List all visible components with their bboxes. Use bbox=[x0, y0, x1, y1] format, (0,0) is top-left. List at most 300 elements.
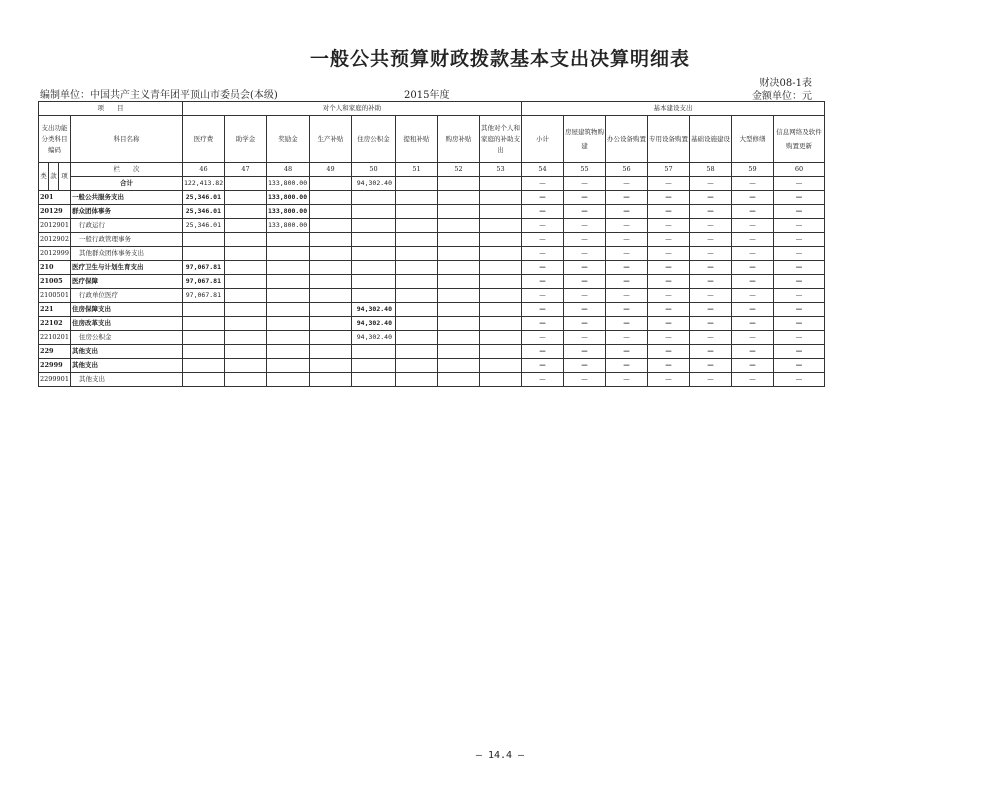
column-number: 48 bbox=[267, 163, 310, 177]
row-cell: 25,346.01 bbox=[183, 205, 225, 219]
row-cell: — bbox=[648, 331, 690, 345]
row-cell: 94,302.40 bbox=[352, 303, 396, 317]
row-cell bbox=[352, 205, 396, 219]
row-cell bbox=[267, 247, 310, 261]
row-cell bbox=[396, 275, 438, 289]
row-cell: 94,302.40 bbox=[352, 317, 396, 331]
row-cell: — bbox=[522, 205, 564, 219]
row-cell bbox=[438, 373, 480, 387]
row-cell bbox=[480, 261, 522, 275]
header-xiang: 项 bbox=[59, 163, 71, 191]
row-cell: — bbox=[606, 247, 648, 261]
header-col-6: 提租补贴 bbox=[396, 116, 438, 163]
header-col-8: 其他对个人和家庭的补助支出 bbox=[480, 116, 522, 163]
row-name: 行政单位医疗 bbox=[71, 289, 183, 303]
table-row bbox=[39, 275, 825, 289]
row-cell: — bbox=[564, 275, 606, 289]
total-row bbox=[39, 177, 825, 191]
row-cell bbox=[225, 317, 267, 331]
row-cell: — bbox=[606, 331, 648, 345]
total-cell bbox=[310, 177, 352, 191]
row-cell: — bbox=[690, 191, 732, 205]
row-cell: — bbox=[774, 345, 825, 359]
column-number: 50 bbox=[352, 163, 396, 177]
row-cell: — bbox=[648, 233, 690, 247]
row-cell: — bbox=[732, 303, 774, 317]
row-code: 22102 bbox=[39, 317, 71, 331]
row-cell bbox=[396, 331, 438, 345]
header-col-10: 房屋建筑物购建 bbox=[564, 116, 606, 163]
row-cell bbox=[480, 303, 522, 317]
column-number: 58 bbox=[690, 163, 732, 177]
row-cell: — bbox=[690, 331, 732, 345]
row-cell: 97,067.81 bbox=[183, 275, 225, 289]
row-cell: — bbox=[522, 261, 564, 275]
header-name: 科目名称 bbox=[71, 116, 183, 163]
row-cell: — bbox=[564, 191, 606, 205]
total-cell: — bbox=[606, 177, 648, 191]
row-cell: — bbox=[564, 261, 606, 275]
row-name: 其他支出 bbox=[71, 359, 183, 373]
row-cell: — bbox=[522, 191, 564, 205]
row-cell: — bbox=[690, 275, 732, 289]
total-cell: — bbox=[564, 177, 606, 191]
total-cell: 133,800.00 bbox=[267, 177, 310, 191]
row-cell bbox=[267, 303, 310, 317]
row-cell bbox=[183, 247, 225, 261]
row-cell: — bbox=[690, 303, 732, 317]
row-cell: — bbox=[648, 303, 690, 317]
column-number: 51 bbox=[396, 163, 438, 177]
row-cell: — bbox=[564, 247, 606, 261]
row-cell bbox=[225, 205, 267, 219]
header-col-5: 住房公积金 bbox=[352, 116, 396, 163]
row-cell bbox=[438, 331, 480, 345]
row-cell bbox=[183, 303, 225, 317]
row-cell: — bbox=[606, 205, 648, 219]
column-number: 49 bbox=[310, 163, 352, 177]
row-cell: — bbox=[564, 303, 606, 317]
header-col-9: 小计 bbox=[522, 116, 564, 163]
table-row bbox=[39, 331, 825, 345]
row-cell bbox=[480, 345, 522, 359]
row-cell bbox=[183, 359, 225, 373]
row-cell bbox=[267, 373, 310, 387]
row-cell: — bbox=[564, 219, 606, 233]
row-cell: — bbox=[732, 359, 774, 373]
row-cell bbox=[352, 261, 396, 275]
row-code: 20129 bbox=[39, 205, 71, 219]
row-name: 其他支出 bbox=[71, 373, 183, 387]
column-number: 54 bbox=[522, 163, 564, 177]
row-cell bbox=[438, 317, 480, 331]
row-cell bbox=[396, 247, 438, 261]
total-cell bbox=[438, 177, 480, 191]
column-number: 47 bbox=[225, 163, 267, 177]
table-row bbox=[39, 205, 825, 219]
column-number: 53 bbox=[480, 163, 522, 177]
row-cell: — bbox=[522, 331, 564, 345]
row-cell: — bbox=[522, 345, 564, 359]
table-row bbox=[39, 345, 825, 359]
total-cell bbox=[225, 177, 267, 191]
row-cell bbox=[438, 233, 480, 247]
row-cell bbox=[352, 191, 396, 205]
header-col-3: 奖励金 bbox=[267, 116, 310, 163]
header-item-group: 项 目 bbox=[39, 102, 183, 116]
row-cell: — bbox=[564, 373, 606, 387]
row-cell bbox=[480, 373, 522, 387]
row-cell: 25,346.01 bbox=[183, 219, 225, 233]
row-cell bbox=[310, 233, 352, 247]
row-cell: — bbox=[522, 233, 564, 247]
row-cell: — bbox=[732, 191, 774, 205]
row-cell bbox=[480, 359, 522, 373]
header-col-13: 基础设施建设 bbox=[690, 116, 732, 163]
row-cell: — bbox=[774, 331, 825, 345]
row-cell: 97,067.81 bbox=[183, 289, 225, 303]
total-cell: — bbox=[774, 177, 825, 191]
row-code: 221 bbox=[39, 303, 71, 317]
row-cell: — bbox=[774, 191, 825, 205]
row-cell: — bbox=[606, 219, 648, 233]
row-cell bbox=[480, 247, 522, 261]
total-cell bbox=[396, 177, 438, 191]
row-cell: — bbox=[606, 373, 648, 387]
row-cell bbox=[225, 219, 267, 233]
row-cell bbox=[310, 191, 352, 205]
row-cell bbox=[225, 191, 267, 205]
row-cell: — bbox=[732, 331, 774, 345]
row-code: 2100501 bbox=[39, 289, 71, 303]
row-name: 医疗保障 bbox=[71, 275, 183, 289]
row-cell: — bbox=[732, 275, 774, 289]
row-cell bbox=[438, 275, 480, 289]
row-cell: — bbox=[774, 373, 825, 387]
row-cell bbox=[396, 289, 438, 303]
row-cell bbox=[225, 359, 267, 373]
form-code: 财决08-1表 bbox=[759, 78, 812, 89]
row-cell bbox=[396, 373, 438, 387]
row-cell: — bbox=[774, 247, 825, 261]
header-col-12: 专用设备购置 bbox=[648, 116, 690, 163]
row-cell: — bbox=[648, 317, 690, 331]
row-cell: — bbox=[522, 219, 564, 233]
row-cell: — bbox=[774, 205, 825, 219]
row-cell bbox=[310, 345, 352, 359]
row-cell bbox=[183, 345, 225, 359]
column-number: 46 bbox=[183, 163, 225, 177]
row-name: 行政运行 bbox=[71, 219, 183, 233]
row-code: 21005 bbox=[39, 275, 71, 289]
row-cell bbox=[352, 359, 396, 373]
row-cell: 94,302.40 bbox=[352, 331, 396, 345]
header-col-4: 生产补贴 bbox=[310, 116, 352, 163]
row-cell: 133,800.00 bbox=[267, 191, 310, 205]
row-cell bbox=[396, 345, 438, 359]
header-col-11: 办公设备购置 bbox=[606, 116, 648, 163]
row-cell bbox=[396, 303, 438, 317]
column-number: 60 bbox=[774, 163, 825, 177]
row-cell bbox=[183, 233, 225, 247]
row-cell bbox=[352, 233, 396, 247]
row-name: 一般公共服务支出 bbox=[71, 191, 183, 205]
table-row bbox=[39, 191, 825, 205]
row-cell bbox=[267, 345, 310, 359]
row-cell: 133,800.00 bbox=[267, 219, 310, 233]
total-cell bbox=[480, 177, 522, 191]
row-cell: — bbox=[690, 233, 732, 247]
row-cell: — bbox=[690, 247, 732, 261]
row-cell bbox=[310, 247, 352, 261]
row-cell: — bbox=[606, 233, 648, 247]
row-cell: — bbox=[648, 289, 690, 303]
row-cell bbox=[267, 317, 310, 331]
row-code: 2210201 bbox=[39, 331, 71, 345]
row-cell bbox=[225, 303, 267, 317]
row-code: 22999 bbox=[39, 359, 71, 373]
row-cell: — bbox=[732, 219, 774, 233]
row-cell: — bbox=[732, 205, 774, 219]
row-cell: 133,800.00 bbox=[267, 205, 310, 219]
row-cell bbox=[480, 233, 522, 247]
column-number: 59 bbox=[732, 163, 774, 177]
row-cell: — bbox=[690, 261, 732, 275]
row-cell: — bbox=[564, 205, 606, 219]
row-cell bbox=[267, 289, 310, 303]
amount-unit: 金额单位：元 bbox=[752, 91, 812, 102]
fiscal-year: 2015年度 bbox=[404, 90, 450, 101]
row-cell bbox=[267, 359, 310, 373]
column-number: 52 bbox=[438, 163, 480, 177]
table-row bbox=[39, 359, 825, 373]
row-cell bbox=[480, 205, 522, 219]
row-cell bbox=[396, 359, 438, 373]
row-cell bbox=[352, 247, 396, 261]
row-cell: — bbox=[774, 359, 825, 373]
row-cell bbox=[396, 317, 438, 331]
row-cell bbox=[396, 219, 438, 233]
page-number: — 14.4 — bbox=[475, 750, 525, 761]
row-cell bbox=[267, 275, 310, 289]
row-cell: 25,346.01 bbox=[183, 191, 225, 205]
row-cell: 97,067.81 bbox=[183, 261, 225, 275]
row-code: 210 bbox=[39, 261, 71, 275]
header-lei: 类 bbox=[39, 163, 49, 191]
table-row bbox=[39, 289, 825, 303]
row-cell: — bbox=[564, 331, 606, 345]
row-code: 2012901 bbox=[39, 219, 71, 233]
header-row-groups bbox=[39, 102, 825, 116]
row-cell: — bbox=[606, 345, 648, 359]
row-cell bbox=[352, 275, 396, 289]
row-cell: — bbox=[732, 261, 774, 275]
header-group-capital: 基本建设支出 bbox=[522, 102, 825, 116]
header-kuan: 款 bbox=[49, 163, 59, 191]
row-cell bbox=[183, 331, 225, 345]
row-name: 其他支出 bbox=[71, 345, 183, 359]
row-cell bbox=[480, 191, 522, 205]
row-cell bbox=[310, 219, 352, 233]
row-cell: — bbox=[690, 289, 732, 303]
row-cell: — bbox=[774, 233, 825, 247]
row-cell: — bbox=[648, 359, 690, 373]
row-cell: — bbox=[522, 289, 564, 303]
row-cell: — bbox=[522, 247, 564, 261]
row-cell bbox=[310, 205, 352, 219]
header-col-15: 信息网络及软件购置更新 bbox=[774, 116, 825, 163]
row-cell bbox=[225, 345, 267, 359]
row-cell: — bbox=[732, 247, 774, 261]
row-cell: — bbox=[564, 289, 606, 303]
row-cell: — bbox=[774, 261, 825, 275]
row-cell: — bbox=[732, 233, 774, 247]
header-lanci: 栏 次 bbox=[71, 163, 183, 177]
row-cell: — bbox=[648, 247, 690, 261]
row-name: 住房保障支出 bbox=[71, 303, 183, 317]
expenditure-table bbox=[38, 101, 825, 387]
row-code: 2012999 bbox=[39, 247, 71, 261]
row-cell: — bbox=[606, 275, 648, 289]
row-cell bbox=[396, 205, 438, 219]
header-col-7: 购房补贴 bbox=[438, 116, 480, 163]
row-cell bbox=[396, 261, 438, 275]
row-cell: — bbox=[648, 205, 690, 219]
row-code: 2299901 bbox=[39, 373, 71, 387]
row-name: 群众团体事务 bbox=[71, 205, 183, 219]
row-cell bbox=[438, 205, 480, 219]
row-cell bbox=[438, 359, 480, 373]
header-col-14: 大型修缮 bbox=[732, 116, 774, 163]
row-cell: — bbox=[606, 261, 648, 275]
row-cell bbox=[396, 191, 438, 205]
row-cell bbox=[310, 289, 352, 303]
row-cell bbox=[438, 345, 480, 359]
row-cell: — bbox=[774, 317, 825, 331]
row-code: 229 bbox=[39, 345, 71, 359]
row-cell: — bbox=[564, 317, 606, 331]
row-name: 住房公积金 bbox=[71, 331, 183, 345]
column-number: 57 bbox=[648, 163, 690, 177]
row-cell: — bbox=[522, 373, 564, 387]
row-cell bbox=[480, 275, 522, 289]
row-cell: — bbox=[564, 359, 606, 373]
row-cell bbox=[183, 317, 225, 331]
row-cell bbox=[438, 247, 480, 261]
row-cell: — bbox=[606, 303, 648, 317]
row-cell bbox=[225, 233, 267, 247]
column-number: 56 bbox=[606, 163, 648, 177]
header-col-2: 助学金 bbox=[225, 116, 267, 163]
row-cell bbox=[438, 303, 480, 317]
total-label: 合计 bbox=[71, 177, 183, 191]
row-cell bbox=[267, 261, 310, 275]
table-row bbox=[39, 303, 825, 317]
row-cell bbox=[480, 289, 522, 303]
header-class-code: 支出功能分类科目编码 bbox=[39, 116, 71, 163]
row-cell: — bbox=[564, 345, 606, 359]
row-cell: — bbox=[732, 289, 774, 303]
row-cell bbox=[438, 289, 480, 303]
row-cell: — bbox=[648, 373, 690, 387]
row-cell: — bbox=[690, 317, 732, 331]
row-cell bbox=[310, 359, 352, 373]
row-code: 2012902 bbox=[39, 233, 71, 247]
row-cell: — bbox=[522, 317, 564, 331]
row-cell: — bbox=[732, 317, 774, 331]
table-row bbox=[39, 317, 825, 331]
row-cell: — bbox=[774, 289, 825, 303]
row-code: 201 bbox=[39, 191, 71, 205]
row-cell: — bbox=[690, 359, 732, 373]
row-cell bbox=[352, 219, 396, 233]
row-cell: — bbox=[774, 219, 825, 233]
table-row bbox=[39, 261, 825, 275]
row-cell bbox=[438, 191, 480, 205]
row-cell bbox=[310, 373, 352, 387]
row-cell: — bbox=[774, 303, 825, 317]
row-cell bbox=[352, 373, 396, 387]
row-cell: — bbox=[522, 359, 564, 373]
row-cell: — bbox=[522, 275, 564, 289]
header-group-personal: 对个人和家庭的补助 bbox=[183, 102, 522, 116]
row-cell: — bbox=[606, 191, 648, 205]
row-name: 一般行政管理事务 bbox=[71, 233, 183, 247]
row-cell: — bbox=[648, 275, 690, 289]
total-cell: — bbox=[648, 177, 690, 191]
row-cell: — bbox=[690, 219, 732, 233]
total-cell: — bbox=[522, 177, 564, 191]
row-cell bbox=[225, 247, 267, 261]
row-cell: — bbox=[648, 261, 690, 275]
row-cell bbox=[267, 331, 310, 345]
row-cell bbox=[225, 289, 267, 303]
header-row-lanci bbox=[39, 163, 825, 177]
row-cell bbox=[225, 261, 267, 275]
total-cell: — bbox=[690, 177, 732, 191]
table-row bbox=[39, 219, 825, 233]
row-cell bbox=[438, 261, 480, 275]
column-number: 55 bbox=[564, 163, 606, 177]
row-cell bbox=[225, 373, 267, 387]
row-cell: — bbox=[606, 289, 648, 303]
total-cell: 94,302.40 bbox=[352, 177, 396, 191]
table-row bbox=[39, 373, 825, 387]
row-cell bbox=[396, 233, 438, 247]
row-name: 其他群众团体事务支出 bbox=[71, 247, 183, 261]
row-cell bbox=[352, 345, 396, 359]
row-cell: — bbox=[606, 317, 648, 331]
row-cell: — bbox=[690, 373, 732, 387]
table-row bbox=[39, 247, 825, 261]
table-row bbox=[39, 233, 825, 247]
row-cell bbox=[480, 331, 522, 345]
row-cell: — bbox=[522, 303, 564, 317]
row-cell bbox=[310, 261, 352, 275]
row-cell: — bbox=[648, 219, 690, 233]
row-cell: — bbox=[564, 233, 606, 247]
row-cell: — bbox=[648, 191, 690, 205]
row-cell bbox=[310, 303, 352, 317]
header-col-1: 医疗费 bbox=[183, 116, 225, 163]
row-cell bbox=[352, 289, 396, 303]
row-cell bbox=[225, 331, 267, 345]
row-cell bbox=[310, 317, 352, 331]
row-cell: — bbox=[690, 205, 732, 219]
row-cell: — bbox=[606, 359, 648, 373]
row-cell: — bbox=[690, 345, 732, 359]
compiling-unit: 编制单位：中国共产主义青年团平顶山市委员会(本级) bbox=[40, 90, 278, 101]
